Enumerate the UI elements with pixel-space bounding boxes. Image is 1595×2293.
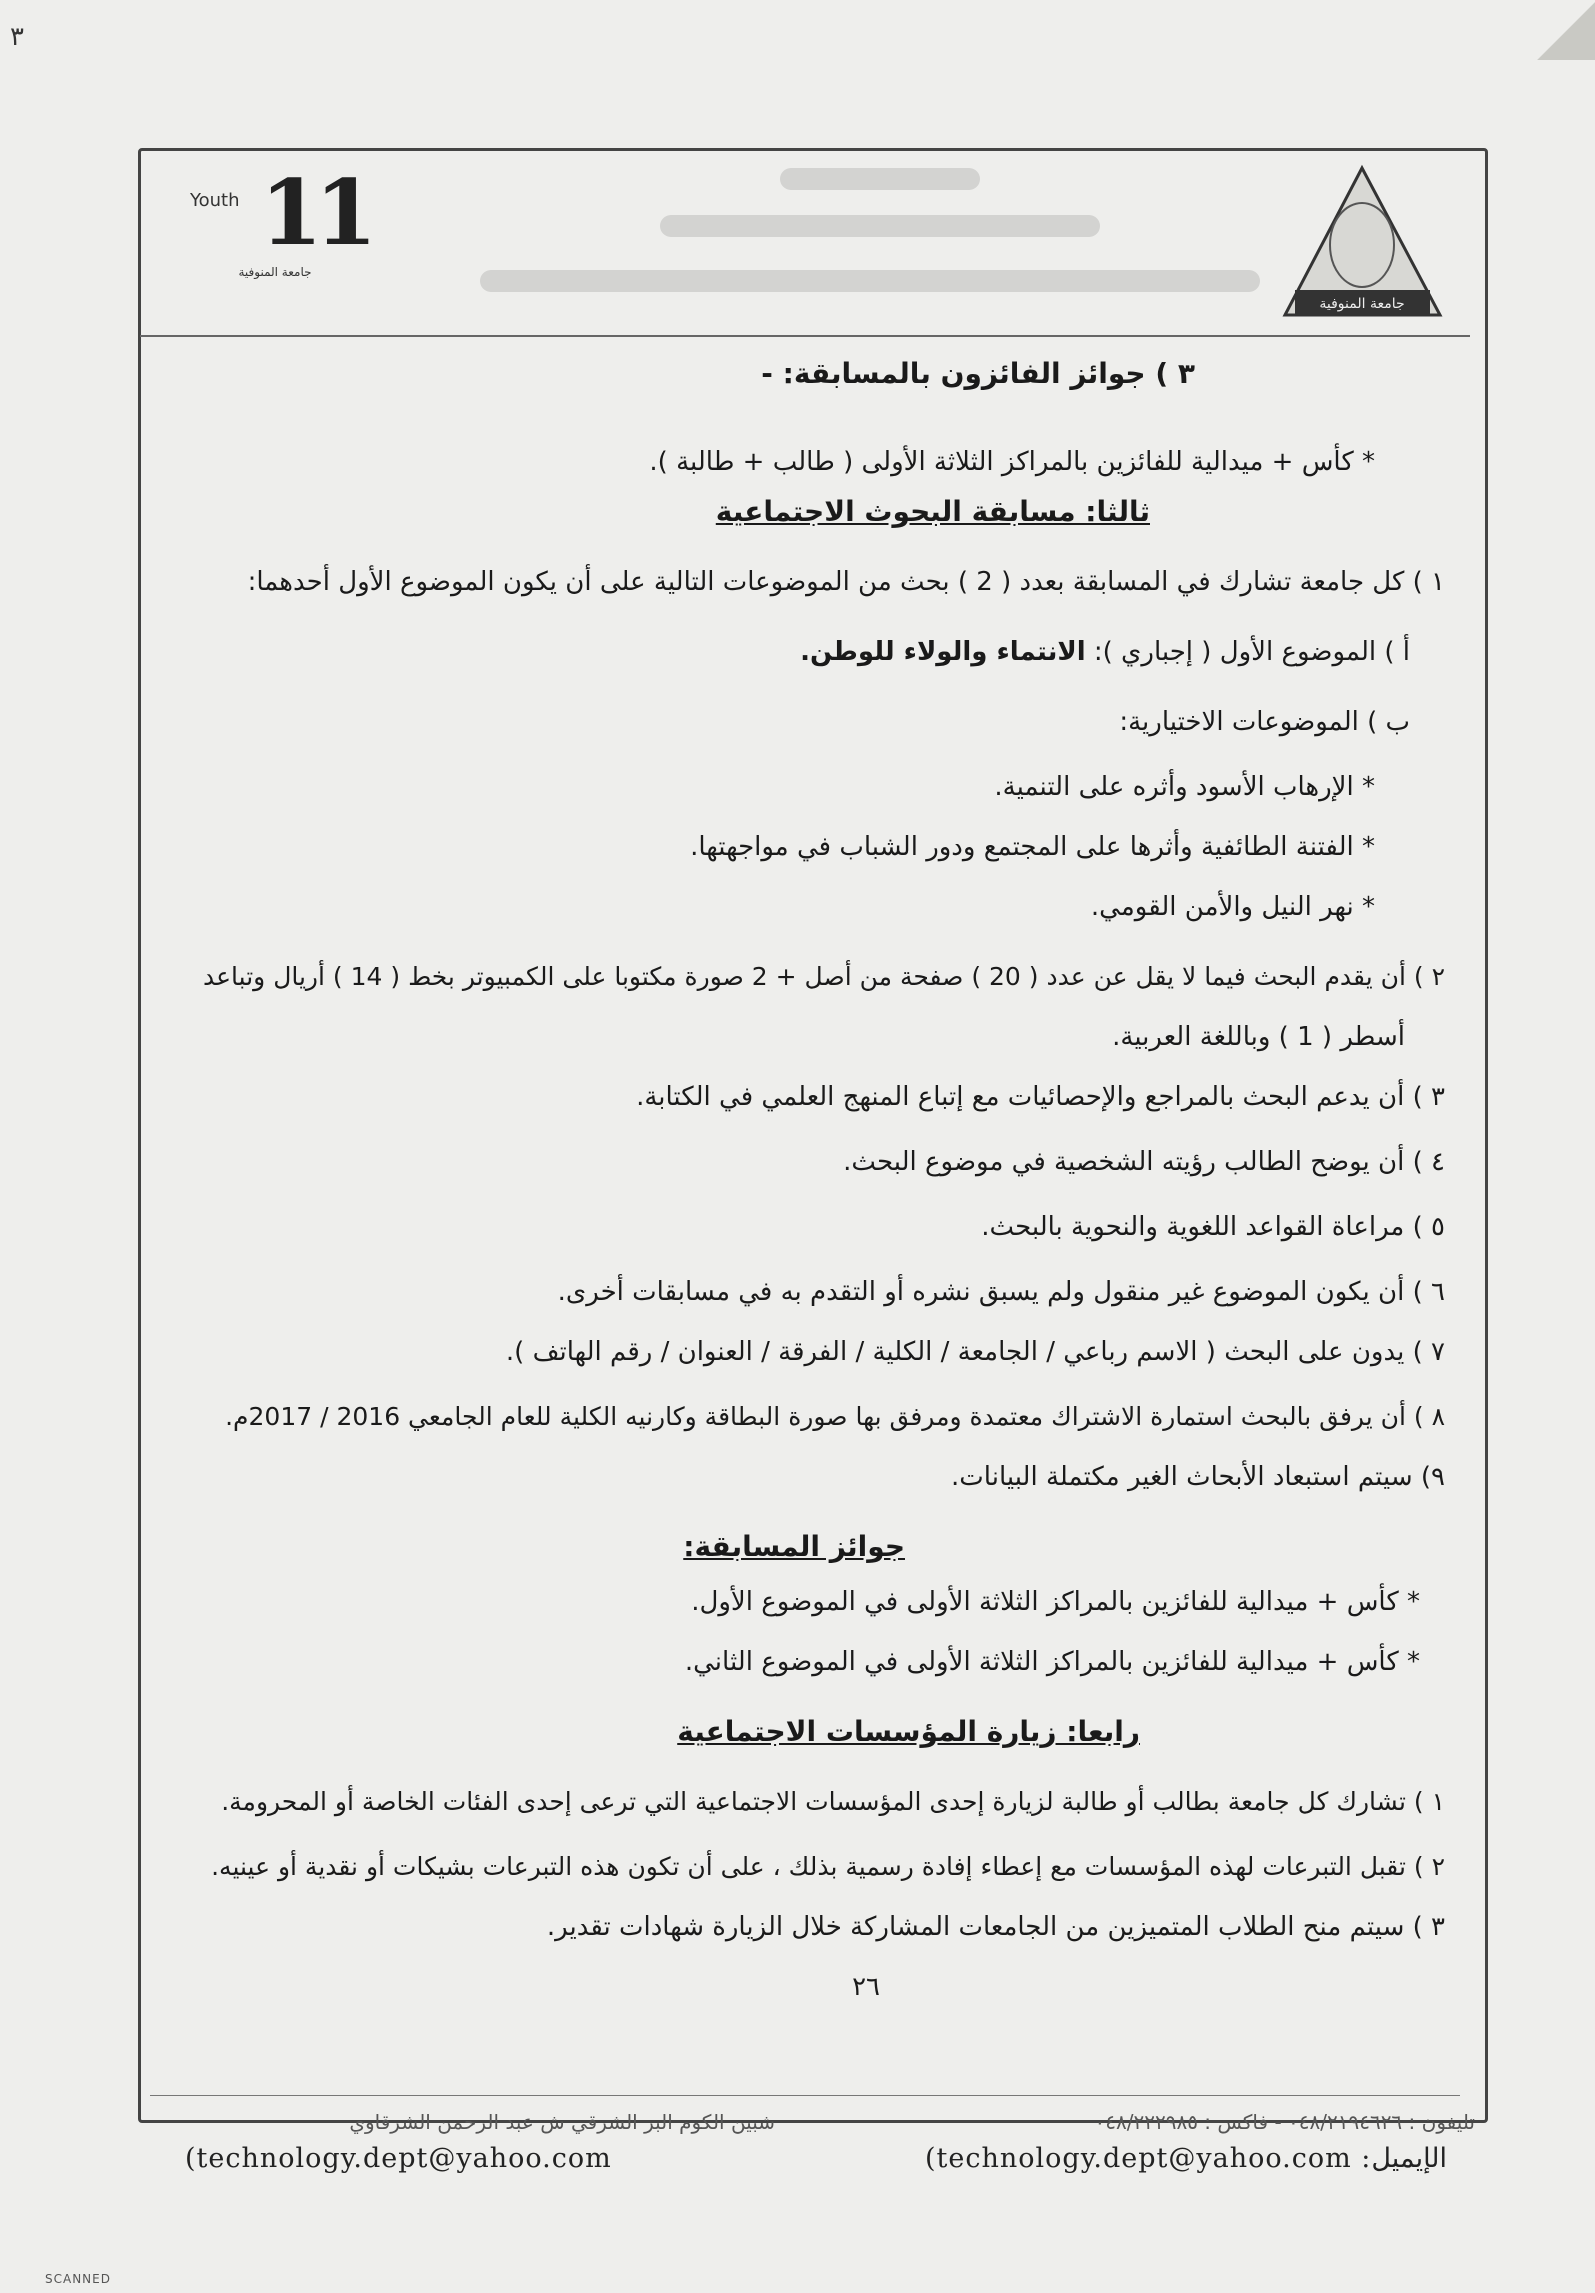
numbered-item: ٢ ) أن يقدم البحث فيما لا يقل عن عدد ( 20 ) صفحة من أصل + 2 صورة مكتوبا على الكمبيوتر بخط ( 14 ) أريال وتباعد [203,962,1445,991]
sub-item [800,635,1410,669]
numbered-item: ٣ ) أن يدعم البحث بالمراجع والإحصائيات مع إتباع المنهج العلمي في الكتابة. [636,1082,1445,1112]
university-emblem [1275,160,1450,325]
logo-number: 11 [260,160,370,266]
numbered-item: ٣ ) سيتم منح الطلاب المتميزين من الجامعات المشاركة خلال الزيارة شهادات تقدير. [546,1912,1445,1942]
numbered-item: ٦ ) أن يكون الموضوع غير منقول ولم يسبق نشره أو التقدم به في مسابقات أخرى. [557,1277,1445,1307]
sub-item: ب ) الموضوعات الاختيارية: [1119,707,1410,737]
logo-caption: جامعة المنوفية [238,265,312,279]
page-number: ٢٦ [852,1972,880,2002]
prize-line: * كأس + ميدالية للفائزين بالمراكز الثلاثة الأولى ( طالب + طالبة ). [649,447,1375,477]
topic-item: * الفتنة الطائفية وأثرها على المجتمع ودور الشباب في مواجهتها. [690,832,1375,862]
corner-page-mark: ٣ [10,22,24,52]
header-faded-line [480,270,1260,292]
emblem-caption: جامعة المنوفية [1319,296,1405,312]
prize-line: * كأس + ميدالية للفائزين بالمراكز الثلاثة الأولى في الموضوع الأول. [691,1587,1420,1617]
numbered-item: ٤ ) أن يوضح الطالب رؤيته الشخصية في موضوع البحث. [843,1147,1445,1177]
numbered-item: ٩) سيتم استبعاد الأبحاث الغير مكتملة البيانات. [951,1462,1445,1492]
topic-item: * نهر النيل والأمن القومي. [1090,892,1375,922]
section-heading: رابعا: زيارة المؤسسات الاجتماعية [677,1715,1140,1748]
prize-line: * كأس + ميدالية للفائزين بالمراكز الثلاثة الأولى في الموضوع الثاني. [684,1647,1420,1677]
prizes-heading: جوائز المسابقة: [683,1530,905,1563]
page-fold-shadow [1525,0,1595,60]
numbered-item: ٨ ) أن يرفق بالبحث استمارة الاشتراك معتمدة ومرفق بها صورة البطاقة وكارنيه الكلية للعام الجامعي 2016 / 2017م. [225,1402,1445,1431]
numbered-item: ١ ) كل جامعة تشارك في المسابقة بعدد ( 2 ) بحث من الموضوعات التالية على أن يكون الموضوع الأول أحدهما: [247,567,1445,597]
numbered-item: ٧ ) يدون على البحث ( الاسم رباعي / الجامعة / الكلية / الفرقة / العنوان / رقم الهاتف ). [505,1337,1445,1367]
scan-mark: SCANNED [45,2272,111,2286]
numbered-item: ١ ) تشارك كل جامعة بطالب أو طالبة لزيارة إحدى المؤسسات الاجتماعية التي ترعى إحدى الفئات الخاصة أو المحرومة. [221,1787,1445,1816]
header-faded-line [780,168,980,190]
footer-phone: تليفون : ٠٤٨/٢١٩٤٦٢٦ - فاكس : ٠٤٨/٢٢٢٩٨٥ [1094,2110,1475,2134]
numbered-item: ٥ ) مراعاة القواعد اللغوية والنحوية بالبحث. [981,1212,1445,1242]
letterhead [160,160,1470,330]
youth-week-logo [170,160,370,310]
sub-item-bold: الانتماء والولاء للوطن. [800,637,1086,667]
footer-divider [150,2095,1460,2096]
footer-address: شبين الكوم البر الشرقي ش عبد الرحمن الشرقاوي [349,2110,775,2134]
footer-email-left: (technology.dept@yahoo.com [185,2143,612,2174]
section-heading: ثالثا: مسابقة البحوث الاجتماعية [715,495,1150,528]
footer-email-right: (technology.dept@yahoo.com :الإيميل [925,2143,1448,2174]
prizes-subheading: ٣ ) جوائز الفائزون بالمسابقة: - [761,357,1195,390]
logo-word: Youth [190,190,240,211]
numbered-item: ٢ ) تقبل التبرعات لهذه المؤسسات مع إعطاء إفادة رسمية بذلك ، على أن تكون هذه التبرعات بشيكات أو نقدية أو عينيه. [211,1852,1445,1881]
topic-item: * الإرهاب الأسود وأثره على التنمية. [994,772,1375,802]
header-divider [140,335,1470,337]
header-faded-line [660,215,1100,237]
sub-item-label: أ ) الموضوع الأول ( إجباري ): [1085,637,1410,667]
numbered-item-continued: أسطر ( 1 ) وباللغة العربية. [1112,1022,1405,1052]
